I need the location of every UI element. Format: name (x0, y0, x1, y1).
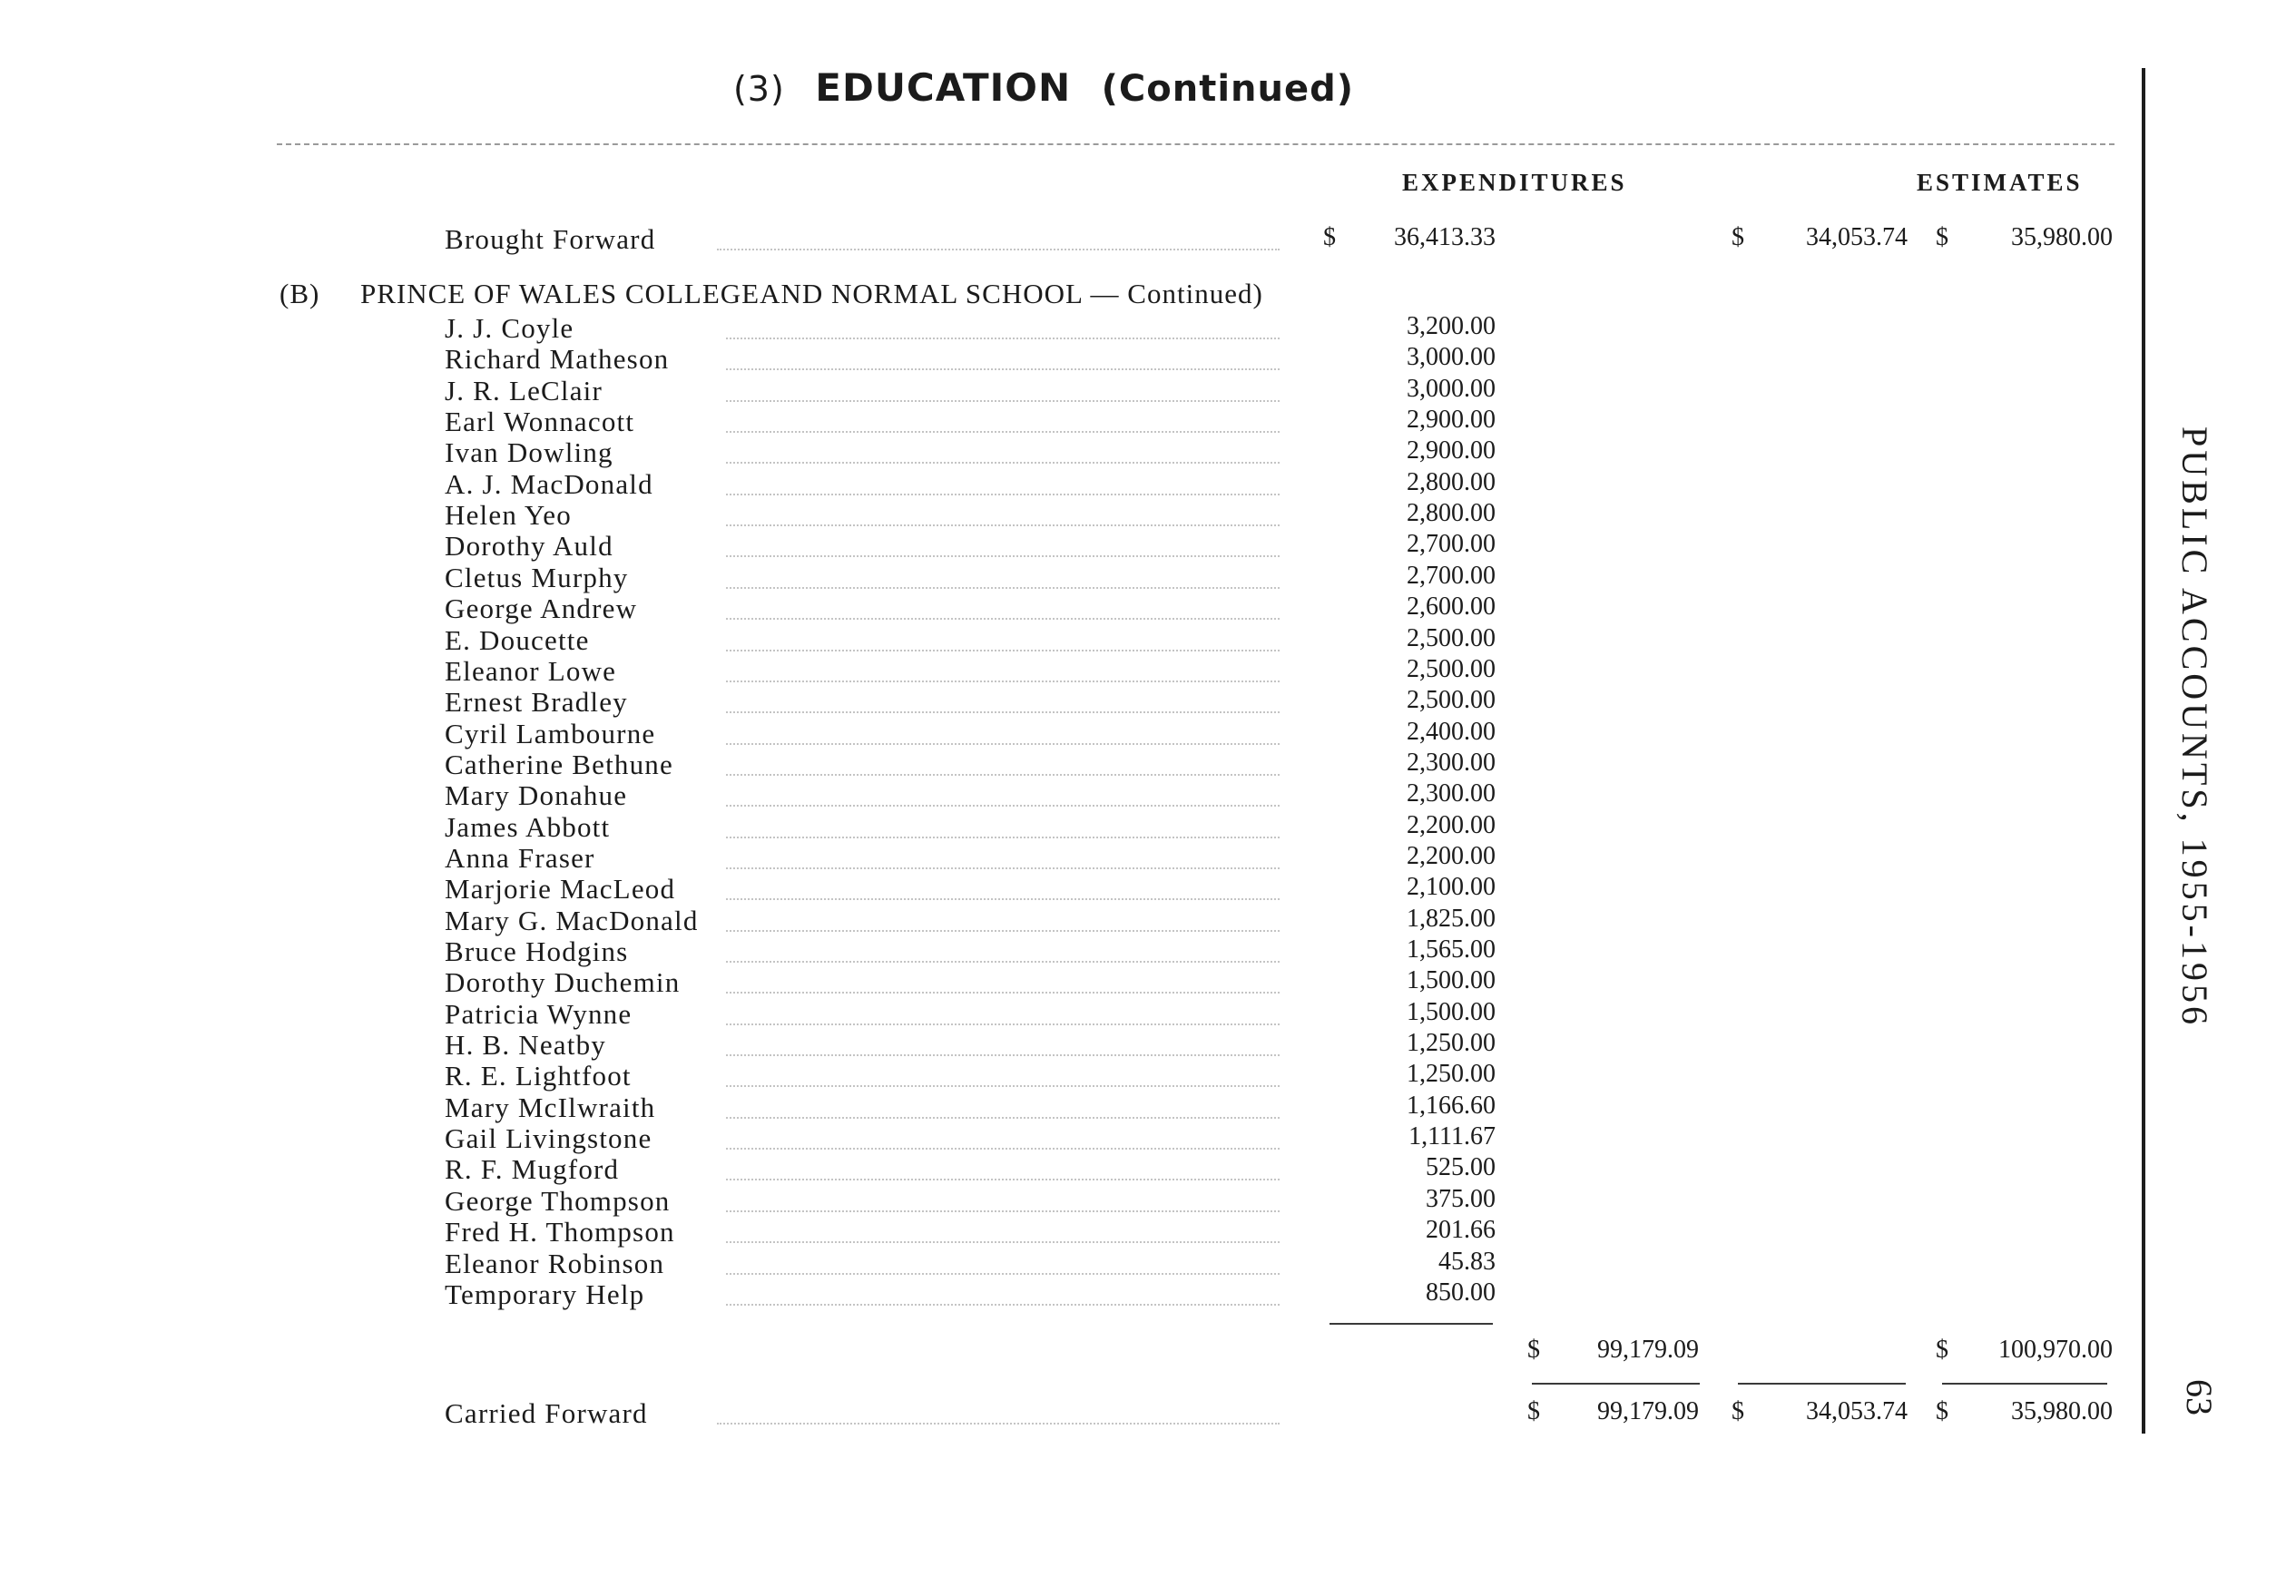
list-item-name: J. J. Coyle (445, 312, 574, 344)
brought-forward-estimate-2: 35,980.00 (2011, 223, 2113, 251)
list-item-amount: 2,900.00 (1407, 436, 1496, 465)
section-title: EDUCATION (815, 65, 1072, 110)
page-title (0, 65, 2087, 111)
list-item-amount: 1,500.00 (1407, 998, 1496, 1026)
header-rule (277, 143, 2114, 145)
list-item-amount: 2,700.00 (1407, 530, 1496, 558)
list-item-amount: 1,565.00 (1407, 935, 1496, 964)
sum-rule (1738, 1383, 1906, 1385)
carried-forward-label: Carried Forward (445, 1397, 648, 1429)
margin-rule (2142, 68, 2145, 1434)
leader-dots (726, 555, 1280, 557)
list-item-name: Mary Donahue (445, 779, 628, 811)
brought-forward-expenditures: 36,413.33 (1394, 223, 1496, 251)
leader-dots (726, 431, 1280, 433)
subtotal-expenditures: 99,179.09 (1597, 1336, 1699, 1364)
dollar-sign: $ (1527, 1336, 1540, 1364)
section-continued: (Continued) (1101, 68, 1355, 110)
estimates-header: ESTIMATES (1917, 169, 2083, 196)
list-item-name: R. F. Mugford (445, 1153, 620, 1185)
list-item-amount: 1,250.00 (1407, 1060, 1496, 1088)
list-item-amount: 2,800.00 (1407, 499, 1496, 527)
running-title: PUBLIC ACCOUNTS, 1955-1956 (2174, 426, 2215, 1028)
leader-dots (726, 898, 1280, 900)
page-number: 63 (2179, 1379, 2220, 1415)
sum-rule (1942, 1383, 2107, 1385)
subsection-title: PRINCE OF WALES COLLEGEAND NORMAL SCHOOL — Continued) (360, 278, 1263, 309)
leader-dots (726, 1023, 1280, 1025)
leader-dots (726, 494, 1280, 495)
list-item-name: J. R. LeClair (445, 375, 603, 406)
list-item-name: Eleanor Lowe (445, 655, 617, 687)
leader-dots (726, 711, 1280, 713)
list-item-name: Earl Wonnacott (445, 406, 635, 437)
leader-dots (726, 462, 1280, 464)
list-item-name: Temporary Help (445, 1278, 645, 1310)
subsection-marker: (B) (280, 278, 320, 309)
dollar-sign: $ (1936, 223, 1948, 251)
list-item-name: H. B. Neatby (445, 1029, 606, 1061)
list-item-amount: 2,200.00 (1407, 811, 1496, 839)
list-item-name: R. E. Lightfoot (445, 1060, 632, 1092)
list-item-amount: 1,166.60 (1407, 1092, 1496, 1120)
list-item-name: Ivan Dowling (445, 436, 613, 468)
list-item-name: Dorothy Auld (445, 530, 613, 562)
leader-dots (726, 837, 1280, 838)
list-item-amount: 3,200.00 (1407, 312, 1496, 340)
leader-dots (726, 400, 1280, 402)
carried-forward-estimate-1: 34,053.74 (1806, 1397, 1908, 1425)
list-item-name: Eleanor Robinson (445, 1248, 665, 1279)
list-item-amount: 525.00 (1426, 1153, 1496, 1181)
leader-dots (726, 1117, 1280, 1119)
leader-dots (726, 930, 1280, 932)
leader-dots (726, 1241, 1280, 1243)
list-item-name: Fred H. Thompson (445, 1216, 675, 1248)
list-item-amount: 2,500.00 (1407, 655, 1496, 683)
list-item-name: Mary McIlwraith (445, 1092, 656, 1123)
leader-dots (726, 1304, 1280, 1306)
list-item-name: E. Doucette (445, 624, 590, 656)
list-item-amount: 2,300.00 (1407, 779, 1496, 808)
brought-forward-label: Brought Forward (445, 223, 656, 255)
leader-dots (726, 618, 1280, 620)
carried-forward-estimate-2: 35,980.00 (2011, 1397, 2113, 1425)
list-item-name: George Andrew (445, 592, 638, 624)
leader-dots (726, 1085, 1280, 1087)
dollar-sign: $ (1936, 1397, 1948, 1425)
list-item-name: Marjorie MacLeod (445, 873, 676, 905)
list-item-name: Ernest Bradley (445, 686, 628, 718)
dollar-sign: $ (1936, 1336, 1948, 1364)
leader-dots (726, 1273, 1280, 1275)
list-item-name: Dorothy Duchemin (445, 966, 681, 998)
section-number: (3) (732, 69, 785, 109)
list-item-amount: 3,000.00 (1407, 343, 1496, 371)
list-item-amount: 850.00 (1426, 1278, 1496, 1307)
expenditures-header: EXPENDITURES (1402, 169, 1627, 196)
leader-dots (726, 1148, 1280, 1150)
leader-dots (726, 368, 1280, 370)
leader-dots (726, 805, 1280, 807)
list-item-name: Richard Matheson (445, 343, 670, 375)
list-item-amount: 2,400.00 (1407, 718, 1496, 746)
leader-dots (726, 774, 1280, 776)
list-item-amount: 375.00 (1426, 1185, 1496, 1213)
list-item-amount: 201.66 (1426, 1216, 1496, 1244)
leader-dots (726, 743, 1280, 745)
dollar-sign: $ (1323, 223, 1336, 251)
leader-dots (726, 867, 1280, 869)
leader-dots (726, 1179, 1280, 1180)
leader-dots (726, 992, 1280, 994)
dollar-sign: $ (1732, 223, 1744, 251)
sum-rule (1532, 1383, 1700, 1385)
list-item-name: Helen Yeo (445, 499, 572, 531)
leader-dots (726, 587, 1280, 589)
subtotal-estimates: 100,970.00 (1998, 1336, 2113, 1364)
carried-forward-expenditures: 99,179.09 (1597, 1397, 1699, 1425)
list-item-amount: 2,200.00 (1407, 842, 1496, 870)
list-item-name: Gail Livingstone (445, 1122, 652, 1154)
leader-dots (726, 1210, 1280, 1212)
leader-dots (717, 1423, 1280, 1425)
leader-dots (726, 1054, 1280, 1056)
list-item-name: James Abbott (445, 811, 611, 843)
leader-dots (717, 249, 1280, 250)
list-item-name: A. J. MacDonald (445, 468, 653, 500)
leader-dots (726, 524, 1280, 526)
list-item-amount: 2,500.00 (1407, 624, 1496, 652)
list-item-name: Patricia Wynne (445, 998, 633, 1030)
list-item-amount: 2,300.00 (1407, 749, 1496, 777)
list-item-amount: 2,500.00 (1407, 686, 1496, 714)
list-item-amount: 2,600.00 (1407, 592, 1496, 621)
list-item-amount: 2,700.00 (1407, 562, 1496, 590)
list-item-name: George Thompson (445, 1185, 671, 1217)
list-item-amount: 45.83 (1438, 1248, 1496, 1276)
list-item-name: Cletus Murphy (445, 562, 629, 593)
dollar-sign: $ (1527, 1397, 1540, 1425)
list-item-amount: 1,825.00 (1407, 905, 1496, 933)
list-item-amount: 2,900.00 (1407, 406, 1496, 434)
list-item-amount: 1,250.00 (1407, 1029, 1496, 1057)
list-item-name: Bruce Hodgins (445, 935, 629, 967)
leader-dots (726, 650, 1280, 651)
brought-forward-estimate-1: 34,053.74 (1806, 223, 1908, 251)
list-item-amount: 2,800.00 (1407, 468, 1496, 496)
leader-dots (726, 681, 1280, 682)
list-item-name: Catherine Bethune (445, 749, 673, 780)
leader-dots (726, 338, 1280, 339)
list-item-amount: 3,000.00 (1407, 375, 1496, 403)
list-item-amount: 2,100.00 (1407, 873, 1496, 901)
leader-dots (726, 961, 1280, 963)
sum-rule (1330, 1323, 1493, 1325)
list-item-name: Mary G. MacDonald (445, 905, 699, 936)
list-item-amount: 1,111.67 (1408, 1122, 1496, 1150)
dollar-sign: $ (1732, 1397, 1744, 1425)
list-item-amount: 1,500.00 (1407, 966, 1496, 994)
list-item-name: Anna Fraser (445, 842, 595, 874)
list-item-name: Cyril Lambourne (445, 718, 656, 749)
